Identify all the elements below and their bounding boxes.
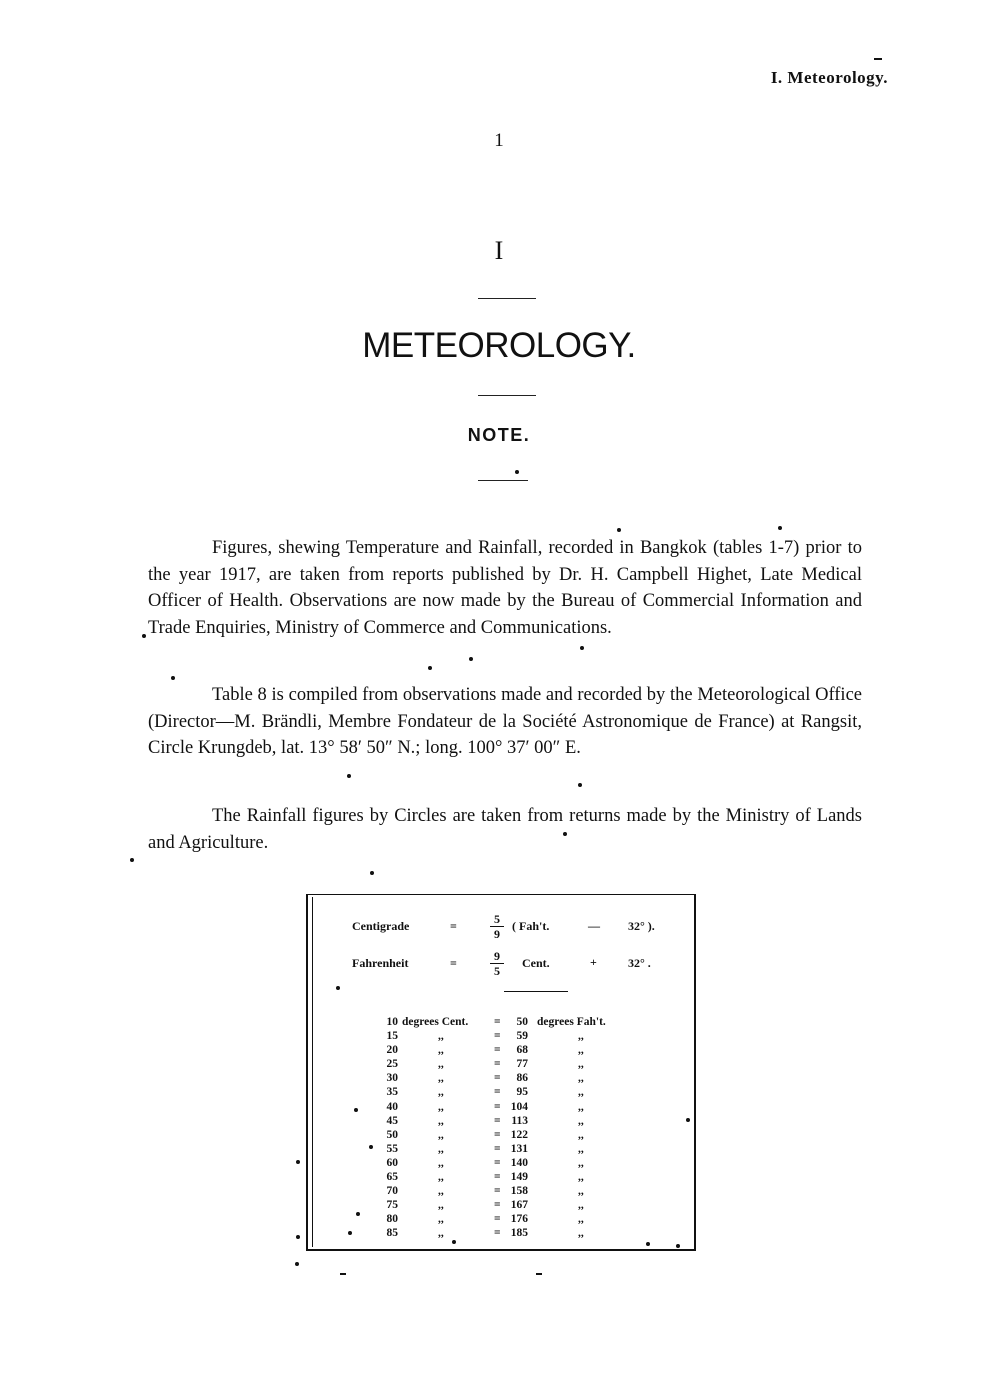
ditto-mark: ,,: [578, 1086, 584, 1099]
scan-speck: [563, 832, 567, 836]
page-number: 1: [494, 130, 504, 151]
scan-speck: [676, 1244, 680, 1248]
ditto-mark: ,,: [578, 1030, 584, 1042]
equals-sign: =: [494, 1227, 501, 1240]
fah-unit: degrees Fah't.: [537, 1016, 606, 1028]
ditto-mark: ,,: [578, 1142, 584, 1155]
fraction-denominator: 9: [494, 927, 500, 941]
scan-speck: [452, 1240, 456, 1244]
page-title: METEOROLOGY.: [362, 326, 636, 365]
fraction-denominator: 5: [494, 964, 500, 978]
ditto-mark: ,,: [578, 1227, 584, 1240]
scan-speck: [646, 1242, 650, 1246]
cent-value: 70: [386, 1185, 398, 1198]
fraction-numerator: 5: [490, 912, 504, 927]
cent-value: 85: [386, 1227, 398, 1240]
fah-value: 158: [510, 1185, 528, 1198]
fah-value: 86: [516, 1072, 528, 1085]
scan-speck: [369, 1145, 373, 1149]
scan-speck: [617, 528, 621, 532]
box-inner-border: [312, 897, 313, 1247]
formula-constant: 32° ).: [628, 919, 655, 933]
equals-sign: =: [494, 1142, 501, 1155]
ditto-mark: ,,: [578, 1171, 584, 1183]
cent-unit: degrees Cent.: [402, 1016, 469, 1028]
fah-value: 50: [516, 1016, 528, 1028]
fah-value: 176: [510, 1213, 528, 1226]
conversion-table: [306, 894, 696, 1251]
formula-constant: 32° .: [628, 956, 651, 970]
equals-sign: =: [494, 1156, 501, 1169]
fah-value: 131: [510, 1142, 528, 1155]
ditto-mark: ,,: [578, 1100, 584, 1113]
formula-divider: [504, 991, 568, 992]
ditto-mark: ,,: [578, 1213, 584, 1226]
cent-value: 80: [386, 1213, 398, 1226]
ditto-mark: ,,: [438, 1030, 444, 1042]
equals-sign: =: [494, 1128, 501, 1141]
formula-label: Centigrade: [352, 919, 410, 933]
formula-fraction: [490, 912, 504, 941]
cent-value: 45: [386, 1114, 398, 1127]
fah-value: 167: [510, 1199, 528, 1212]
ditto-mark: ,,: [438, 1044, 444, 1057]
ditto-mark: ,,: [578, 1128, 584, 1141]
scan-speck: [515, 470, 519, 474]
cent-value: 15: [386, 1030, 398, 1042]
scan-speck: [874, 58, 882, 60]
equals-sign: =: [494, 1114, 501, 1127]
formula-equals: =: [450, 919, 457, 933]
ditto-mark: ,,: [578, 1199, 584, 1212]
scan-speck: [171, 676, 175, 680]
ditto-mark: ,,: [438, 1128, 444, 1141]
scan-speck: [578, 783, 582, 787]
scan-speck: [348, 1231, 352, 1235]
cent-value: 10: [386, 1016, 398, 1028]
ditto-mark: ,,: [438, 1072, 444, 1085]
scan-speck: [295, 1262, 299, 1266]
fah-value: 113: [511, 1114, 528, 1127]
ditto-mark: ,,: [578, 1185, 584, 1198]
formula-label: Fahrenheit: [352, 956, 409, 970]
chapter-numeral: I: [494, 236, 504, 265]
cent-value: 65: [386, 1171, 398, 1183]
fraction-numerator: 9: [490, 949, 504, 964]
ditto-mark: ,,: [438, 1213, 444, 1226]
equals-sign: =: [494, 1185, 501, 1198]
scan-speck: [142, 634, 146, 638]
cent-value: 55: [386, 1142, 398, 1155]
scan-speck: [356, 1212, 360, 1216]
fah-value: 95: [516, 1086, 528, 1099]
scan-speck: [428, 666, 432, 670]
equals-sign: =: [494, 1058, 501, 1071]
ditto-mark: ,,: [438, 1156, 444, 1169]
scan-speck: [347, 774, 351, 778]
equals-sign: =: [494, 1213, 501, 1226]
fah-value: 68: [516, 1044, 528, 1057]
cent-value: 25: [386, 1058, 398, 1071]
equals-sign: =: [494, 1030, 501, 1042]
fah-value: 77: [516, 1058, 528, 1071]
scan-speck: [130, 858, 134, 862]
ditto-mark: ,,: [578, 1114, 584, 1127]
note-paragraph-2: Table 8 is compiled from observations made and recorded by the Meteorological Office (Director—M. Brändli, Membre Fondateur de la Société Astronomique de France) at Rangsit, Circle Krungdeb, lat. 13° 58′ 50″ N.; long. 100° 37′ 00″ E.: [148, 685, 862, 758]
running-head: I. Meteorology.: [770, 68, 888, 87]
cent-value: 20: [386, 1044, 398, 1057]
fah-value: 140: [510, 1156, 528, 1169]
rule-under-numeral: [478, 298, 536, 299]
cent-value: 35: [386, 1086, 398, 1099]
fah-value: 122: [510, 1128, 528, 1141]
scan-speck: [778, 526, 782, 530]
cent-value: 30: [386, 1072, 398, 1085]
scan-speck: [354, 1108, 358, 1112]
ditto-mark: ,,: [438, 1171, 444, 1183]
equals-sign: =: [494, 1199, 501, 1212]
note-paragraph-1: Figures, shewing Temperature and Rainfall, recorded in Bangkok (tables 1-7) prior to the year 1917, are taken from reports published by Dr. H. Campbell Highet, Late Medical Officer of Health. Observations are now made by the Bureau of Commercial Information and Trade Enquiries, Ministry of Commerce and Communications.: [148, 538, 862, 638]
scan-speck: [296, 1235, 300, 1239]
ditto-mark: ,,: [578, 1044, 584, 1057]
ditto-mark: ,,: [438, 1058, 444, 1071]
scan-speck: [296, 1160, 300, 1164]
ditto-mark: ,,: [438, 1086, 444, 1099]
scan-speck: [536, 1273, 542, 1275]
cent-value: 60: [386, 1156, 398, 1169]
ditto-mark: ,,: [438, 1185, 444, 1198]
scan-speck: [336, 986, 340, 990]
equals-sign: =: [494, 1016, 501, 1028]
ditto-mark: ,,: [438, 1114, 444, 1127]
ditto-mark: ,,: [578, 1156, 584, 1169]
equals-sign: =: [494, 1072, 501, 1085]
formula-term: Cent.: [522, 956, 550, 970]
ditto-mark: ,,: [438, 1100, 444, 1113]
ditto-mark: ,,: [438, 1199, 444, 1212]
rule-under-title: [478, 395, 536, 396]
scan-speck: [340, 1273, 346, 1275]
ditto-mark: ,,: [578, 1058, 584, 1071]
cent-value: 75: [386, 1199, 398, 1212]
fah-value: 104: [510, 1100, 528, 1113]
formula-operator: +: [590, 955, 597, 969]
equals-sign: =: [494, 1086, 501, 1099]
formula-operator: —: [588, 919, 600, 933]
equals-sign: =: [494, 1044, 501, 1057]
fah-value: 59: [516, 1030, 528, 1042]
equals-sign: =: [494, 1171, 501, 1183]
ditto-mark: ,,: [438, 1227, 444, 1240]
fah-value: 185: [510, 1227, 528, 1240]
formula-equals: =: [450, 956, 457, 970]
scan-speck: [370, 871, 374, 875]
rule-under-note: [478, 480, 528, 481]
cent-value: 40: [386, 1100, 398, 1113]
scan-speck: [469, 657, 473, 661]
equals-sign: =: [494, 1100, 501, 1113]
cent-value: 50: [386, 1128, 398, 1141]
scan-speck: [686, 1118, 690, 1122]
note-paragraph-3: The Rainfall figures by Circles are taken from returns made by the Ministry of Lands and Agriculture.: [148, 806, 862, 853]
ditto-mark: ,,: [438, 1142, 444, 1155]
formula-term: ( Fah't.: [512, 919, 550, 933]
note-heading: NOTE.: [467, 425, 531, 445]
formula-fraction: [490, 949, 504, 978]
ditto-mark: ,,: [578, 1072, 584, 1085]
scan-speck: [580, 646, 584, 650]
fah-value: 149: [510, 1171, 528, 1183]
